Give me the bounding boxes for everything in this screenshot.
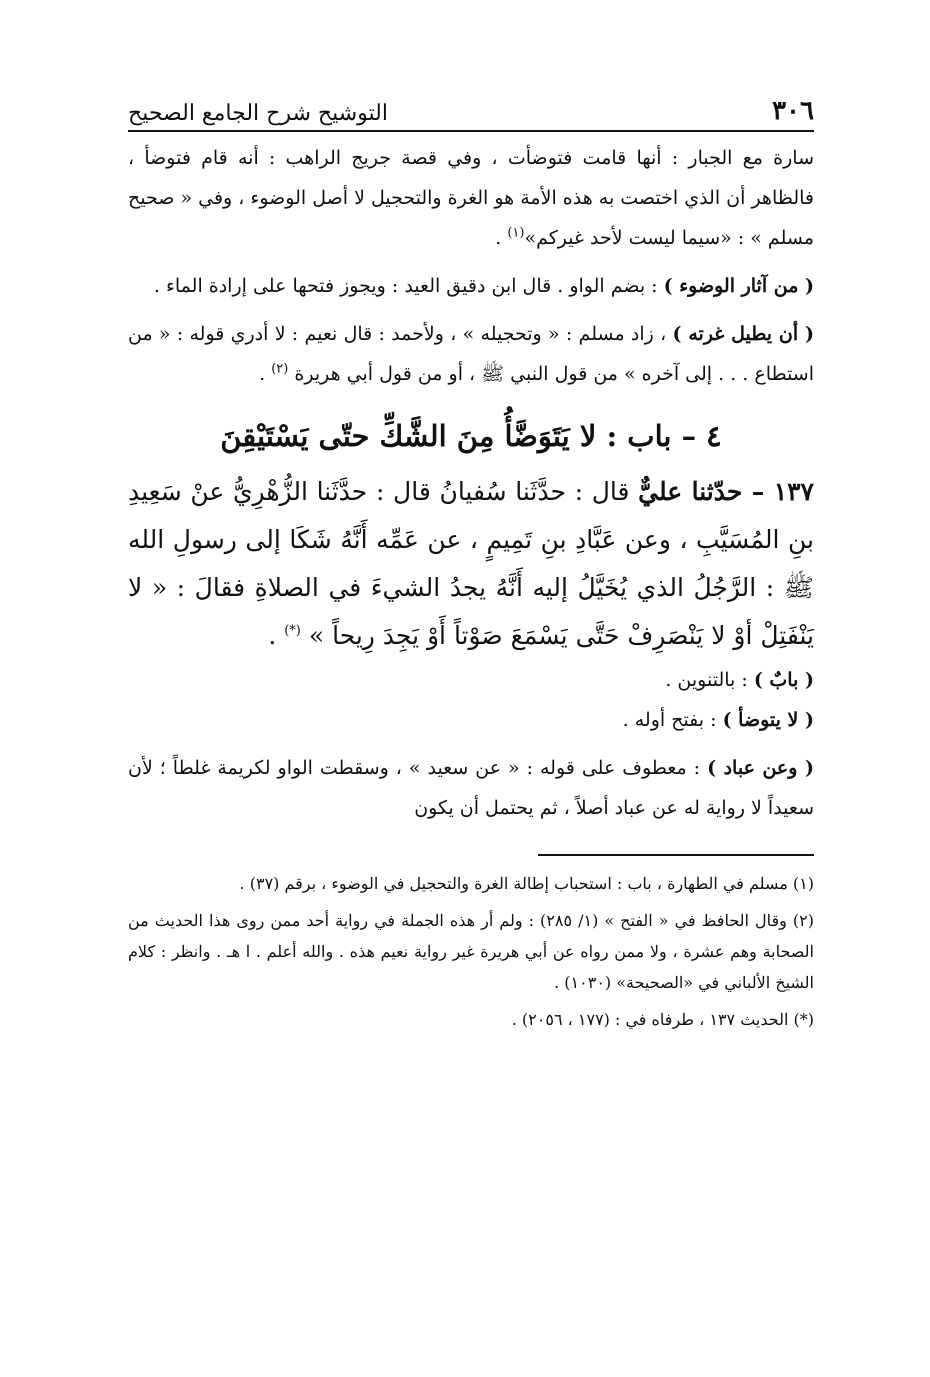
footnote: (١) مسلم في الطهارة ، باب : استحباب إطالة الغرة والتحجيل في الوضوء ، برقم (٣٧) . (239, 874, 814, 893)
lemma-keyword: ( أن يطيل غرته ) (672, 323, 814, 345)
lemma-keyword: ( من آثار الوضوء ) (663, 275, 814, 297)
lemma-keyword: ( لا يتوضأ ) (722, 709, 814, 731)
footnote: (٢) وقال الحافظ في « الفتح » (١/ ٢٨٥) : ولم أر هذه الجملة في رواية أحد ممن روى هذا الحديث من الصحابة وهم عشرة ، ولا ممن رواه عن أبي هريرة غير رواية نعيم هذه . والله أعلم . ا هـ . وانظر : كلام الشيخ الألباني في «الصحيحة» (١٠٣٠) . (128, 911, 814, 992)
hadith-chain-lead: حدّثنا عليٌّ (638, 477, 752, 506)
paragraph-tail: . (259, 363, 272, 385)
lemma-keyword: ( بابٌ ) (753, 669, 814, 691)
chapter-title: ٤ – باب : لا يَتَوَضَّأُ مِنَ الشَّكِّ حتّى يَسْتَيْقِنَ (220, 419, 722, 453)
commentary-paragraph (128, 138, 814, 258)
commentary-paragraph (128, 748, 814, 828)
paragraph-tail: . (495, 227, 508, 249)
paragraph-text: : بالتنوين . (665, 669, 754, 691)
hadith-tail: . (268, 621, 285, 650)
hadith-number: ١٣٧ – (751, 477, 814, 506)
commentary-paragraph (128, 266, 814, 306)
commentary-paragraph (128, 314, 814, 394)
page-number: ٣٠٦ (772, 96, 814, 126)
footnote-ref: (٢) (271, 361, 289, 377)
hadith-text (128, 468, 814, 660)
lemma-keyword: ( وعن عباد ) (707, 757, 814, 779)
paragraph-text: : معطوف على قوله : « عن سعيد » ، وسقطت الواو لكريمة غلطاً ؛ لأن سعيداً لا رواية له عن عباد أصلاً ، ثم يحتمل أن يكون (128, 757, 814, 819)
paragraph-text: : بفتح أوله . (622, 709, 723, 731)
paragraph-text: ، زاد مسلم : « وتحجيله » ، ولأحمد : قال نعيم : لا أدري قوله : « من استطاع . . . إلى آخره » من قول النبي ﷺ ، أو من قول أبي هريرة (128, 323, 814, 385)
page-header (128, 80, 814, 132)
commentary-paragraph (128, 660, 814, 700)
footnote-separator (538, 854, 814, 856)
footnote: (*) الحديث ١٣٧ ، طرفاه في : (١٧٧ ، ٢٠٥٦) . (511, 1010, 814, 1029)
hadith-body: قال : حدَّثَنا سُفيانُ قال : حدَّثَنا الزُّهْرِيُّ عنْ سَعِيدِ بنِ المُسَيَّبِ ، وعن عَبَّادِ بنِ تَمِيمٍ ، عن عَمِّه أَنَّهُ شَكَا إلى رسولِ الله ﷺ : الرَّجُلُ الذي يُخَيَّلُ إليه أَنَّهُ يجدُ الشيءَ في الصلاةِ فقالَ : « لا يَنْفَتِلْ أوْ لا يَنْصَرِفْ حَتَّى يَسْمَعَ صَوْتاً أَوْ يَجِدَ رِيحاً » (128, 477, 814, 650)
footnote-ref: (*) (284, 623, 301, 639)
footnote-ref: (١) (507, 225, 525, 241)
paragraph-text: : بضم الواو . قال ابن دقيق العيد : ويجوز فتحها على إرادة الماء . (153, 275, 664, 297)
commentary-paragraph (128, 700, 814, 740)
running-title: التوشيح شرح الجامع الصحيح (128, 101, 388, 126)
book-page (128, 80, 814, 1041)
paragraph-text: سارة مع الجبار : أنها قامت فتوضأت ، وفي قصة جريج الراهب : أنه قام فتوضأ ، فالظاهر أن الذي اختصت به هذه الأمة هو الغرة والتحجيل لا أصل الوضوء ، وفي « صحيح مسلم » : «سيما ليست لأحد غيركم» (128, 147, 814, 249)
